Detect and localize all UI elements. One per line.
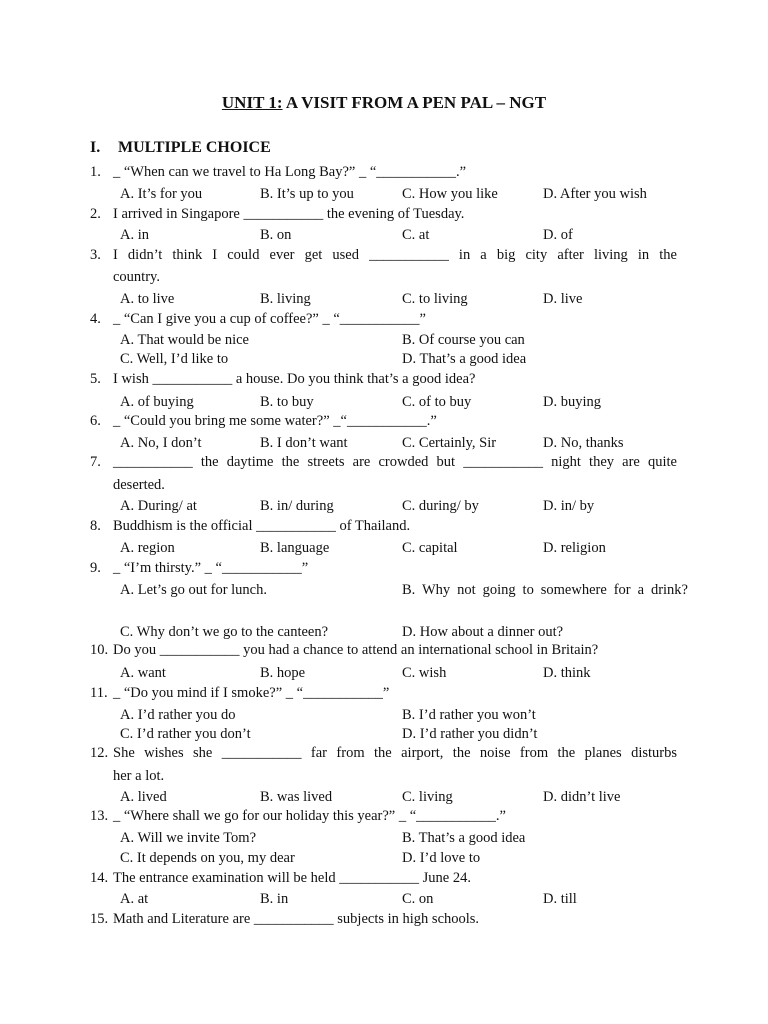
- title-unit: UNIT 1:: [221, 93, 283, 112]
- title-rest: A VISIT FROM A PEN PAL – NGT: [282, 93, 547, 112]
- option-a[interactable]: A. region: [120, 540, 175, 556]
- section-label: MULTIPLE CHOICE: [118, 139, 271, 156]
- question-text: _ “Can I give you a cup of coffee?” _ “___________”: [113, 311, 426, 327]
- page-title: [0, 93, 768, 113]
- question-text: Buddhism is the official ___________ of Thailand.: [113, 518, 411, 534]
- question-text: _ “Could you bring me some water?” _“___________.”: [113, 413, 437, 429]
- option-c[interactable]: C. capital: [402, 540, 458, 556]
- option-d[interactable]: D. buying: [543, 394, 601, 410]
- option-d[interactable]: D. in/ by: [543, 498, 595, 514]
- option-c[interactable]: C. How you like: [402, 186, 498, 202]
- question-text: _ “Where shall we go for our holiday this year?” _ “___________.”: [113, 808, 506, 824]
- option-d[interactable]: D. I’d rather you didn’t: [402, 726, 538, 742]
- option-a[interactable]: A. No, I don’t: [120, 435, 202, 451]
- option-b[interactable]: B. language: [260, 540, 330, 556]
- question-number: 12.: [90, 745, 109, 761]
- question-number: 3.: [90, 247, 101, 263]
- question-number: 13.: [90, 808, 109, 824]
- option-a[interactable]: A. want: [120, 665, 166, 681]
- option-d[interactable]: D. live: [543, 291, 583, 307]
- question-number: 4.: [90, 311, 101, 327]
- option-a[interactable]: A. of buying: [120, 394, 194, 410]
- option-d[interactable]: D. No, thanks: [543, 435, 624, 451]
- option-d[interactable]: D. That’s a good idea: [402, 351, 527, 367]
- option-b[interactable]: B. in/ during: [260, 498, 334, 514]
- question-number: 14.: [90, 870, 109, 886]
- option-b[interactable]: B. in: [260, 891, 289, 907]
- option-d[interactable]: D. think: [543, 665, 591, 681]
- option-c[interactable]: C. wish: [402, 665, 447, 681]
- option-b[interactable]: B. to buy: [260, 394, 314, 410]
- option-d[interactable]: D. of: [543, 227, 573, 243]
- option-a[interactable]: A. It’s for you: [120, 186, 203, 202]
- question-text: Do you ___________ you had a chance to attend an international school in Britain?: [113, 642, 599, 658]
- question-text: _ “When can we travel to Ha Long Bay?” _ “___________.”: [113, 164, 467, 180]
- question-number: 1.: [90, 164, 101, 180]
- question-number: 9.: [90, 560, 101, 576]
- question-text-continued: deserted.: [113, 477, 165, 493]
- option-c[interactable]: C. Well, I’d like to: [120, 351, 229, 367]
- option-c[interactable]: C. during/ by: [402, 498, 479, 514]
- option-b[interactable]: B. living: [260, 291, 311, 307]
- option-c[interactable]: C. to living: [402, 291, 468, 307]
- question-text: I wish ___________ a house. Do you think that’s a good idea?: [113, 371, 476, 387]
- option-d[interactable]: D. didn’t live: [543, 789, 621, 805]
- question-text: ___________ the daytime the streets are crowded but ___________ night they are quite: [113, 454, 677, 470]
- question-number: 10.: [90, 642, 109, 658]
- option-b[interactable]: B. was lived: [260, 789, 333, 805]
- question-text: Math and Literature are ___________ subjects in high schools.: [113, 911, 480, 927]
- option-c[interactable]: C. I’d rather you don’t: [120, 726, 251, 742]
- option-c[interactable]: C. at: [402, 227, 430, 243]
- option-c[interactable]: C. It depends on you, my dear: [120, 850, 295, 866]
- option-c[interactable]: C. on: [402, 891, 434, 907]
- option-a[interactable]: A. During/ at: [120, 498, 197, 514]
- option-a[interactable]: A. in: [120, 227, 149, 243]
- option-a[interactable]: A. lived: [120, 789, 167, 805]
- question-number: 15.: [90, 911, 109, 927]
- option-b[interactable]: B. Why not going to somewhere for a drink?: [402, 582, 688, 598]
- option-c[interactable]: C. of to buy: [402, 394, 472, 410]
- option-a[interactable]: A. at: [120, 891, 149, 907]
- question-text: The entrance examination will be held ___________ June 24.: [113, 870, 471, 886]
- section-number: I.: [90, 139, 101, 156]
- question-text: She wishes she ___________ far from the airport, the noise from the planes disturbs: [113, 745, 677, 761]
- question-text: I didn’t think I could ever get used ___________ in a big city after living in the: [113, 247, 677, 263]
- option-a[interactable]: A. Let’s go out for lunch.: [120, 582, 267, 598]
- option-b[interactable]: B. I don’t want: [260, 435, 348, 451]
- question-number: 6.: [90, 413, 101, 429]
- option-d[interactable]: D. How about a dinner out?: [402, 624, 564, 640]
- question-text: I arrived in Singapore ___________ the evening of Tuesday.: [113, 206, 465, 222]
- option-b[interactable]: B. hope: [260, 665, 306, 681]
- option-c[interactable]: C. Why don’t we go to the canteen?: [120, 624, 329, 640]
- option-d[interactable]: D. I’d love to: [402, 850, 481, 866]
- question-number: 5.: [90, 371, 101, 387]
- option-d[interactable]: D. After you wish: [543, 186, 647, 202]
- question-number: 7.: [90, 454, 101, 470]
- option-b[interactable]: B. It’s up to you: [260, 186, 354, 202]
- option-b[interactable]: B. on: [260, 227, 292, 243]
- option-c[interactable]: C. Certainly, Sir: [402, 435, 497, 451]
- option-d[interactable]: D. religion: [543, 540, 606, 556]
- question-number: 11.: [90, 685, 108, 701]
- option-a[interactable]: A. I’d rather you do: [120, 707, 236, 723]
- question-text: _ “I’m thirsty.” _ “___________”: [113, 560, 309, 576]
- question-text-continued: her a lot.: [113, 768, 165, 784]
- question-text: _ “Do you mind if I smoke?” _ “___________”: [113, 685, 390, 701]
- question-number: 8.: [90, 518, 101, 534]
- option-a[interactable]: A. to live: [120, 291, 175, 307]
- option-b[interactable]: B. That’s a good idea: [402, 830, 526, 846]
- question-text-continued: country.: [113, 269, 160, 285]
- question-number: 2.: [90, 206, 101, 222]
- option-d[interactable]: D. till: [543, 891, 577, 907]
- option-a[interactable]: A. Will we invite Tom?: [120, 830, 257, 846]
- section-heading: [90, 139, 271, 157]
- option-b[interactable]: B. Of course you can: [402, 332, 525, 348]
- option-a[interactable]: A. That would be nice: [120, 332, 249, 348]
- option-c[interactable]: C. living: [402, 789, 453, 805]
- option-b[interactable]: B. I’d rather you won’t: [402, 707, 536, 723]
